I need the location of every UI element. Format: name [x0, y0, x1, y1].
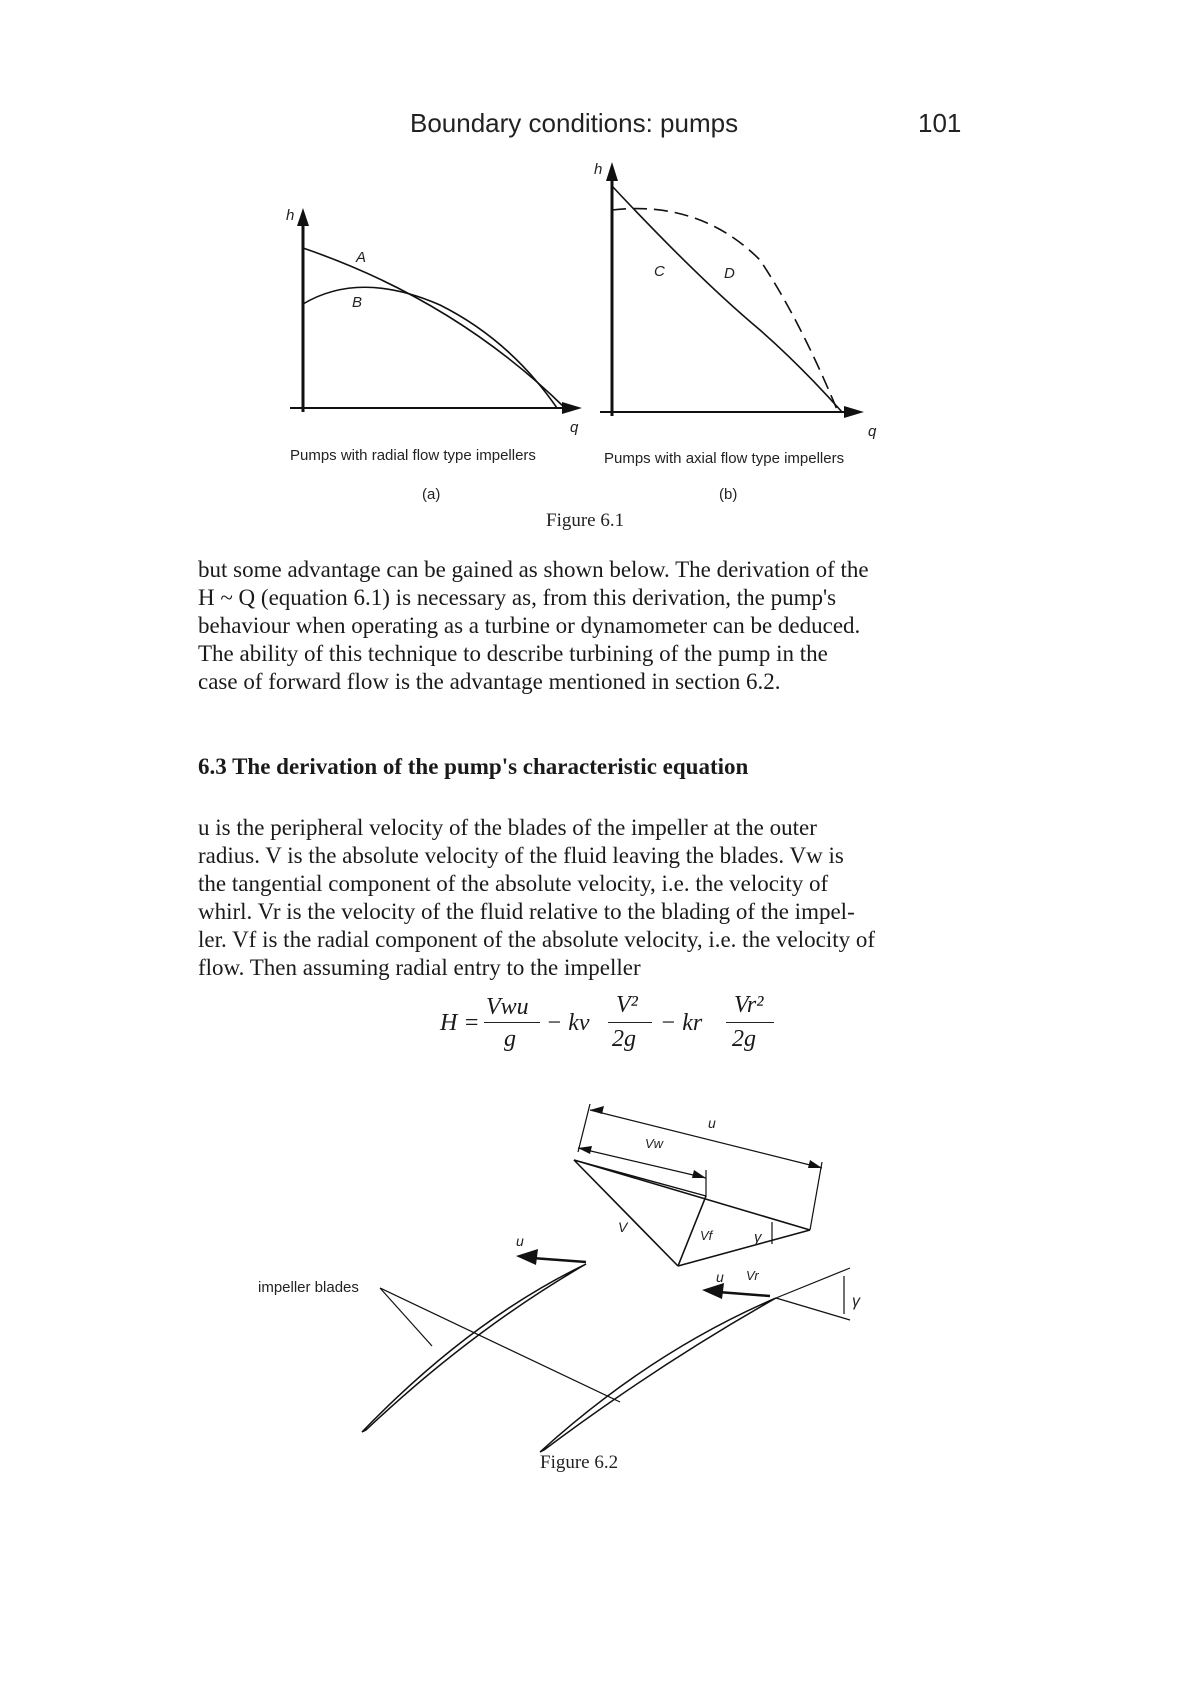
equation-term3-numerator: Vr² — [734, 992, 764, 1018]
equation-op2: − kr — [660, 1010, 703, 1036]
impeller-blade-left — [362, 1264, 586, 1432]
figure-6-2 — [0, 1080, 1190, 1500]
vector-vw — [574, 1160, 706, 1196]
label-u-right: u — [716, 1269, 724, 1285]
arrow-u-right-icon — [702, 1283, 724, 1299]
paragraph-1-line: The ability of this technique to describe turbining of the pump in the — [198, 641, 828, 666]
panel-b-axis-y-label: h — [594, 161, 603, 178]
label-v: V — [618, 1219, 628, 1235]
curve-a-label: A — [356, 249, 367, 266]
curve-c-label: C — [654, 263, 665, 280]
dim-u-arrow-left-icon — [590, 1106, 604, 1114]
label-vr: Vr — [746, 1268, 759, 1283]
paragraph-2-line: ler. Vf is the radial component of the absolute velocity, i.e. the velocity of — [198, 927, 876, 952]
characteristic-equation — [440, 988, 800, 1068]
label-u-left: u — [516, 1233, 524, 1249]
blade-radial-line — [776, 1298, 850, 1320]
paragraph-2-line: whirl. Vr is the velocity of the fluid relative to the blading of the impel- — [198, 899, 855, 924]
panel-a-h-arrow-icon — [297, 208, 309, 226]
blade-tangent-line — [776, 1268, 850, 1298]
equation-term2-numerator: V² — [616, 992, 638, 1018]
equation-term1-bar — [484, 1022, 540, 1023]
curve-b-label: B — [352, 294, 363, 311]
dim-u-arrow-right-icon — [808, 1160, 822, 1168]
panel-b-axis-x-label: q — [868, 423, 877, 440]
figure-6-1-panel-b — [594, 161, 877, 440]
section-heading: 6.3 The derivation of the pump's characteristic equation — [198, 754, 749, 779]
dim-vw-line — [578, 1148, 706, 1178]
figure-6-1-caption: Figure 6.1 — [546, 510, 625, 531]
curve-a — [303, 248, 565, 408]
label-vf: Vf — [700, 1228, 713, 1243]
equation-term3-bar — [726, 1022, 774, 1023]
paragraph-2-line: the tangential component of the absolute velocity, i.e. the velocity of — [198, 871, 829, 896]
dim-u-left-tick — [578, 1104, 590, 1152]
impeller-blades-annotation: impeller blades — [258, 1279, 359, 1296]
paragraph-1-line: behaviour when operating as a turbine or dynamometer can be deduced. — [198, 613, 861, 638]
paragraph-1-line: case of forward flow is the advantage mentioned in section 6.2. — [198, 669, 781, 694]
paragraph-1-line: H ~ Q (equation 6.1) is necessary as, from this derivation, the pump's — [198, 585, 837, 610]
panel-b-h-arrow-icon — [606, 162, 618, 181]
velocity-triangle — [574, 1104, 822, 1266]
figure-6-2-caption: Figure 6.2 — [540, 1452, 619, 1473]
dim-vw-arrow-right-icon — [692, 1170, 706, 1178]
paragraph-2-line: flow. Then assuming radial entry to the impeller — [198, 955, 641, 980]
figure-6-1-panel-a — [286, 207, 582, 436]
equation-term1-numerator: Vwu — [486, 994, 529, 1020]
panel-b-tag: (b) — [719, 486, 738, 503]
dim-u-right-tick — [810, 1162, 822, 1230]
arrow-u-left-icon — [516, 1249, 538, 1265]
arrow-u-right-shaft — [718, 1292, 770, 1296]
paragraph-1-line: but some advantage can be gained as shown below. The derivation of the — [198, 557, 869, 582]
paragraph-1 — [198, 556, 958, 696]
curve-d — [612, 209, 838, 412]
label-vw: Vw — [645, 1136, 664, 1151]
panel-a-axis-y-label: h — [286, 207, 295, 224]
panel-a-tag: (a) — [422, 486, 441, 503]
impeller-blade-right — [540, 1298, 776, 1452]
paragraph-2-line: radius. V is the absolute velocity of the fluid leaving the blades. Vw is — [198, 843, 844, 868]
panel-b-q-arrow-icon — [844, 406, 864, 418]
vector-vr — [678, 1230, 810, 1266]
equation-term1-denominator: g — [504, 1026, 516, 1052]
page-number: 101 — [918, 108, 962, 138]
paragraph-2 — [198, 814, 958, 982]
equation-op1: − kv — [546, 1010, 590, 1036]
panel-a-description: Pumps with radial flow type impellers — [290, 447, 536, 464]
leader-line-left-blade — [380, 1288, 432, 1346]
arrow-u-left-shaft — [532, 1258, 586, 1262]
panel-b-description: Pumps with axial flow type impellers — [604, 450, 845, 467]
curve-c — [612, 186, 842, 412]
figure-6-1 — [0, 0, 1190, 560]
equation-lhs: H = — [440, 1010, 480, 1036]
equation-term3-denominator: 2g — [732, 1026, 756, 1052]
equation-term2-denominator: 2g — [612, 1026, 636, 1052]
curve-d-label: D — [724, 265, 735, 282]
label-gamma-triangle: γ — [754, 1229, 762, 1246]
running-header-title: Boundary conditions: pumps — [410, 108, 739, 138]
equation-term2-bar — [608, 1022, 652, 1023]
paragraph-2-line: u is the peripheral velocity of the blades of the impeller at the outer — [198, 815, 817, 840]
label-gamma-blade: γ — [852, 1293, 860, 1310]
label-u-top: u — [708, 1115, 716, 1131]
dim-vw-arrow-left-icon — [578, 1146, 592, 1154]
panel-a-axis-x-label: q — [570, 419, 579, 436]
